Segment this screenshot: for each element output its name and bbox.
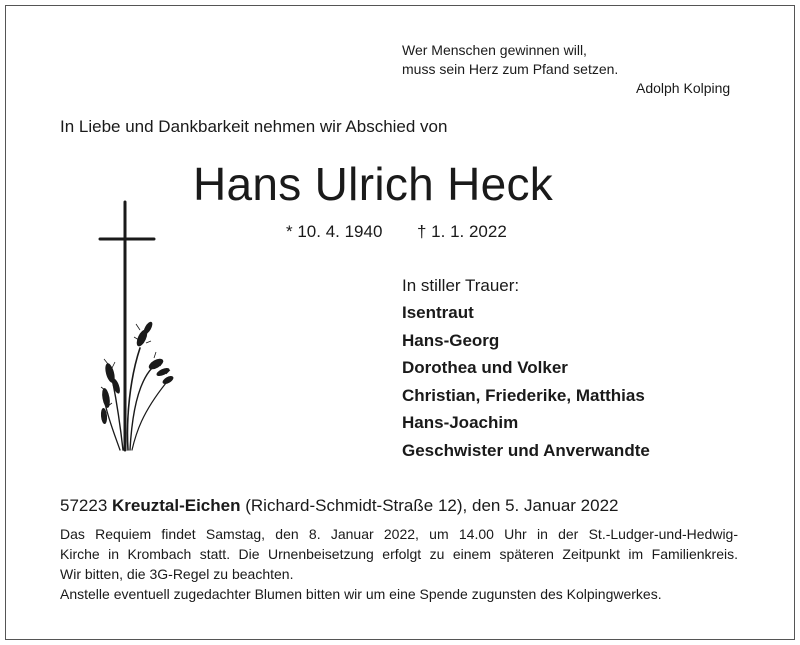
zip-code: 57223	[60, 496, 108, 515]
cross-with-wheat-icon	[96, 198, 176, 458]
birth-date: * 10. 4. 1940	[286, 222, 383, 241]
mourner-name: Hans-Georg	[402, 330, 500, 350]
quote-line-1: Wer Menschen gewinnen will,	[402, 42, 587, 58]
mourner-name: Geschwister und Anverwandte	[402, 440, 650, 460]
notes-line-2: Kirche in Krombach statt. Die Urnenbeisetzung erfolgt zu einem späteren Zeitpunkt im Familienkreis.	[60, 546, 738, 562]
deceased-name: Hans Ulrich Heck	[193, 158, 554, 210]
town-name: Kreuztal-Eichen	[112, 496, 241, 515]
mourner-name: Christian, Friederike, Matthias	[402, 385, 645, 405]
mourner-name: Isentraut	[402, 303, 474, 322]
notes-block	[60, 524, 738, 604]
death-date: † 1. 1. 2022	[417, 222, 507, 241]
quote-author: Adolph Kolping	[636, 80, 731, 96]
notes-line-4: Anstelle eventuell zugedachter Blumen bitten wir um eine Spende zugunsten des Kolpingwerkes.	[60, 586, 662, 602]
mourners-heading: In stiller Trauer:	[402, 276, 520, 295]
notes-line-1: Das Requiem findet Samstag, den 8. Januar 2022, um 14.00 Uhr in der St.-Ludger-und-Hedwig-	[60, 526, 738, 542]
street-address: (Richard-Schmidt-Straße 12),	[245, 496, 468, 515]
place-date-line	[60, 496, 619, 516]
mourner-name: Dorothea und Volker	[402, 358, 568, 377]
mourner-name: Hans-Joachim	[402, 413, 519, 432]
intro-text: In Liebe und Dankbarkeit nehmen wir Abschied von	[60, 117, 448, 136]
quote-line-2: muss sein Herz zum Pfand setzen.	[402, 61, 619, 77]
notice-date: den 5. Januar 2022	[471, 496, 619, 515]
notes-line-3: Wir bitten, die 3G-Regel zu beachten.	[60, 566, 294, 582]
mourners-list	[402, 299, 650, 464]
